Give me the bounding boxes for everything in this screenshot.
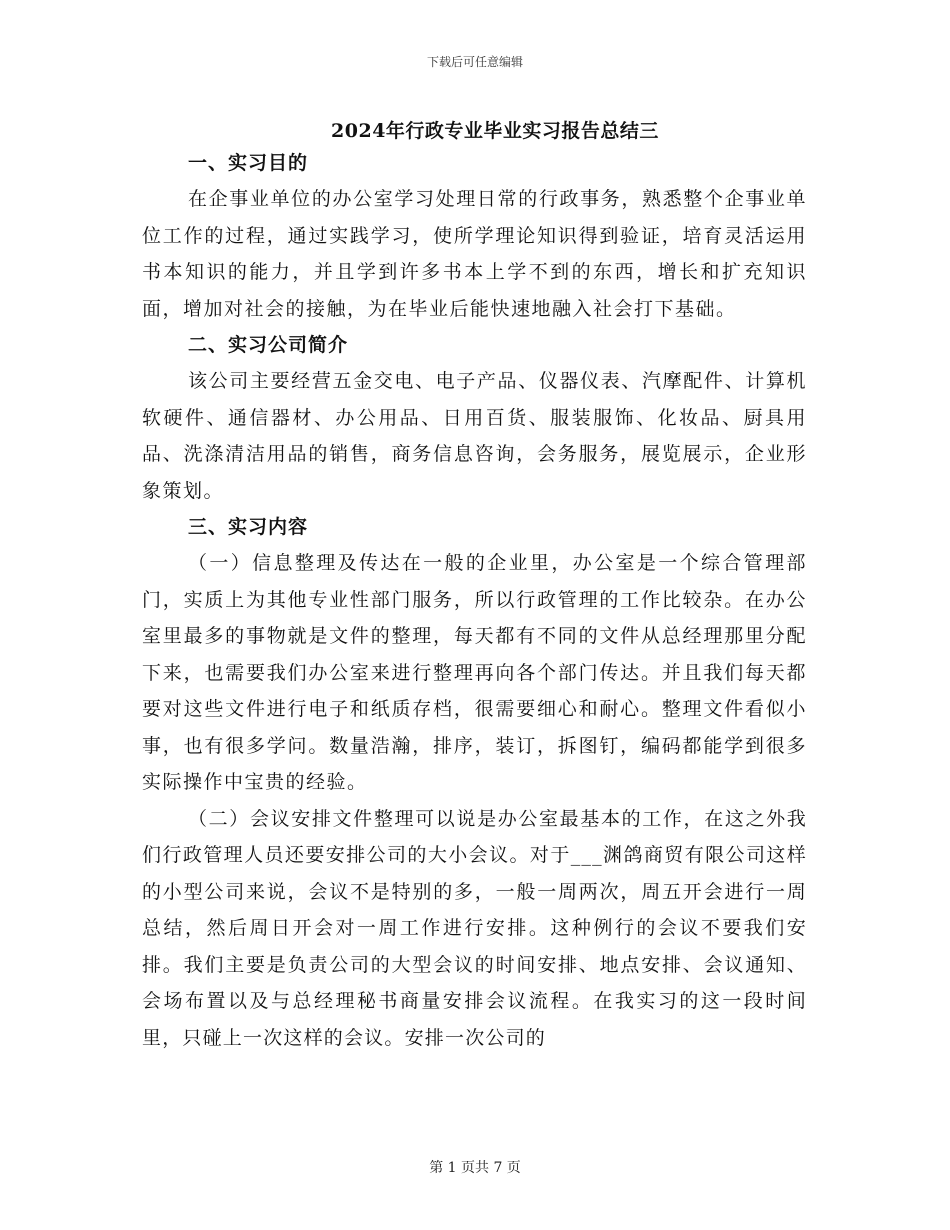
paragraph-information-handling: （一）信息整理及传达在一般的企业里，办公室是一个综合管理部门，实质上为其他专业性部门服务，所以行政管理的工作比较杂。在办公室里最多的事物就是文件的整理，每天都有不同的文件从总经理那里分配下来，也需要我们办公室来进行整理再向各个部门传达。并且我们每天都要对这些文件进行电子和纸质存档，很需要细心和耐心。整理文件看似小事，也有很多学问。数量浩瀚，排序，装订，拆图钉，编码都能学到很多实际操作中宝贵的经验。 xyxy=(142,552,807,793)
document-body xyxy=(142,145,807,1056)
document-title: 2024年行政专业毕业实习报告总结三 xyxy=(331,120,659,142)
paragraph-purpose: 在企事业单位的办公室学习处理日常的行政事务，熟悉整个企事业单位工作的过程，通过实践学习，使所学理论知识得到验证，培育灵活运用书本知识的能力，并且学到许多书本上学不到的东西，增长和扩充知识面，增加对社会的接触，为在毕业后能快速地融入社会打下基础。 xyxy=(142,188,807,320)
section-heading-purpose: 一、实习目的 xyxy=(188,152,309,174)
section-heading-company: 二、实习公司简介 xyxy=(188,334,349,356)
paragraph-meeting-arrangement: （二）会议安排文件整理可以说是办公室最基本的工作，在这之外我们行政管理人员还要安排公司的大小会议。对于___渊鸽商贸有限公司这样的小型公司来说，会议不是特别的多，一般一周两次，周五开会进行一周总结，然后周日开会对一周工作进行安排。这种例行的会议不要我们安排。我们主要是负责公司的大型会议的时间安排、地点安排、会议通知、会场布置以及与总经理秘书商量安排会议流程。在我实习的这一段时间里，只碰上一次这样的会议。安排一次公司的 xyxy=(142,807,807,1049)
section-heading-content: 三、实习内容 xyxy=(188,516,309,538)
paragraph-company: 该公司主要经营五金交电、电子产品、仪器仪表、汽摩配件、计算机软硬件、通信器材、办公用品、日用百货、服装服饰、化妆品、厨具用品、洗涤清洁用品的销售，商务信息咨询，会务服务，展览展示，企业形象策划。 xyxy=(142,370,807,502)
page-header: 下载后可任意编辑 xyxy=(426,55,523,69)
page-number-footer: 第 1 页共 7 页 xyxy=(429,1160,521,1176)
